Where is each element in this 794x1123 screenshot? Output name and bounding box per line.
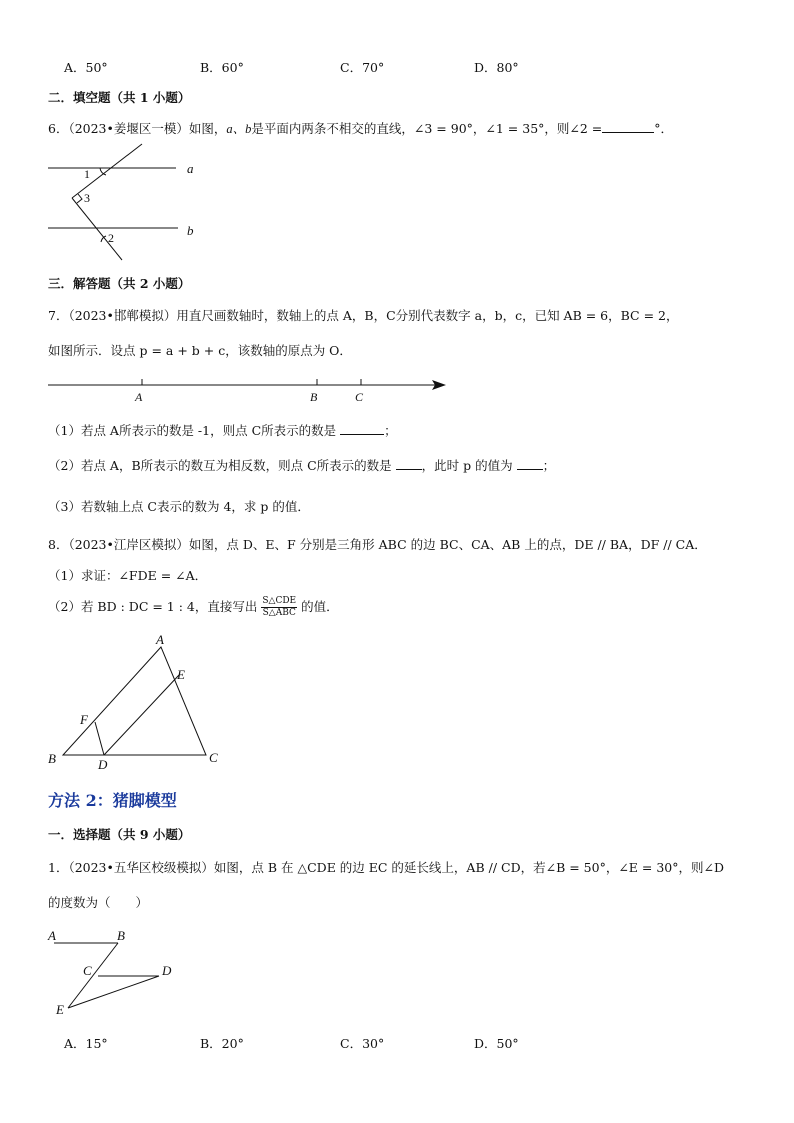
q8-part2-text-b: 的值． (301, 599, 339, 614)
line-label-b: b (187, 223, 194, 238)
q6-text (48, 119, 673, 137)
angle-label-3: 3 (84, 191, 90, 205)
q8-triangle-figure (44, 632, 234, 770)
q6-text-a: 6．（2023•姜堰区一模）如图， (48, 121, 227, 136)
q7-line2: 如图所示．设点 p = a + b + c，该数轴的原点为 O． (48, 343, 352, 358)
m2q1-option-c: C．30° (340, 1036, 385, 1051)
triangle-abc (63, 647, 206, 755)
fraction-numerator: S△CDE (262, 596, 297, 606)
point-label-a: A (135, 390, 143, 404)
vertex-label-d: D (98, 757, 108, 770)
point-label-d: D (162, 963, 172, 978)
segment-df (95, 722, 104, 755)
fraction-denominator: S△ABC (262, 608, 296, 618)
point-label-b: B (117, 928, 125, 943)
q8-part2-text-a: （2）若 BD : DC = 1 : 4，直接写出 (48, 599, 258, 614)
q6-text-c: 是平面内两条不相交的直线，∠3 = 90°，∠1 = 35°，则∠2 = (251, 121, 603, 136)
q6-text-d: °． (654, 121, 674, 136)
section-fill-in-title: 二．填空题（共 1 小题） (48, 90, 191, 105)
q7-part2-text-b: ，此时 p 的值为 (421, 458, 513, 473)
q7-part2-blank-c[interactable] (396, 457, 422, 470)
q6-text-b: a、b (226, 122, 252, 136)
q5-option-a: A．50° (64, 60, 108, 75)
angle-1-arc (100, 168, 106, 175)
section-solution-title: 三．解答题（共 2 小题） (48, 276, 191, 291)
vertex-label-b: B (48, 751, 56, 766)
section-choice-title: 一．选择题（共 9 小题） (48, 827, 191, 842)
q5-option-c: C．70° (340, 60, 385, 75)
angle-3-mark (77, 194, 82, 203)
angle-label-1: 1 (84, 167, 90, 181)
q6-figure (44, 138, 214, 266)
vertex-label-e: E (177, 667, 185, 682)
point-label-b: B (310, 390, 318, 404)
area-ratio-fraction (261, 596, 297, 619)
q6-answer-blank[interactable] (602, 120, 654, 133)
transversal-lower (72, 198, 122, 260)
point-label-a: A (48, 928, 56, 943)
q7-part2 (48, 456, 555, 474)
q8-part2 (48, 596, 339, 619)
m2q1-line1: 1．（2023•五华区校级模拟）如图，点 B 在 △CDE 的边 EC 的延长线上，AB // CD，若∠B = 50°，∠E = 30°，则∠D (48, 860, 725, 875)
vertex-label-c: C (209, 750, 218, 765)
angle-label-2: 2 (108, 231, 114, 245)
q8-line1: 8．（2023•江岸区模拟）如图，点 D、E、F 分别是三角形 ABC 的边 BC、CA、AB 上的点，DE // BA，DF // CA． (48, 537, 707, 552)
m2q1-option-d: D．50° (474, 1036, 519, 1051)
vertex-label-a: A (156, 632, 164, 647)
q7-part3: （3）若数轴上点 C表示的数为 4，求 p 的值． (48, 499, 310, 514)
q7-part1-end: ； (384, 423, 397, 438)
line-label-a: a (187, 161, 194, 176)
q7-part2-text-a: （2）若点 A，B所表示的数互为相反数，则点 C所表示的数是 (48, 458, 392, 473)
vertex-label-f: F (80, 712, 88, 727)
q7-part2-blank-p[interactable] (517, 457, 543, 470)
m2q1-line2: 的度数为（ ） (48, 895, 149, 910)
point-label-c: C (355, 390, 364, 404)
q7-line1: 7．（2023•邯郸模拟）用直尺画数轴时，数轴上的点 A，B，C分别代表数字 a，b，c，已知 AB = 6，BC = 2， (48, 308, 679, 323)
segment-de (104, 675, 179, 755)
point-label-c: C (83, 963, 92, 978)
q7-part1-text: （1）若点 A所表示的数是 -1，则点 C所表示的数是 (48, 423, 337, 438)
point-label-e: E (56, 1002, 64, 1017)
method-2-heading: 方法 2：猪脚模型 (48, 791, 177, 810)
q7-part1 (48, 421, 397, 439)
segment-de (68, 976, 159, 1008)
q7-part2-end: ； (542, 458, 556, 473)
q5-option-b: B．60° (200, 60, 244, 75)
m2q1-option-a: A．15° (64, 1036, 108, 1051)
q5-option-d: D．80° (474, 60, 519, 75)
m2q1-figure (44, 926, 184, 1020)
transversal-upper (72, 144, 142, 198)
q7-part1-blank[interactable] (340, 422, 384, 435)
q7-number-line (44, 374, 454, 406)
m2q1-option-b: B．20° (200, 1036, 244, 1051)
q8-part1: （1）求证：∠FDE = ∠A． (48, 568, 208, 583)
